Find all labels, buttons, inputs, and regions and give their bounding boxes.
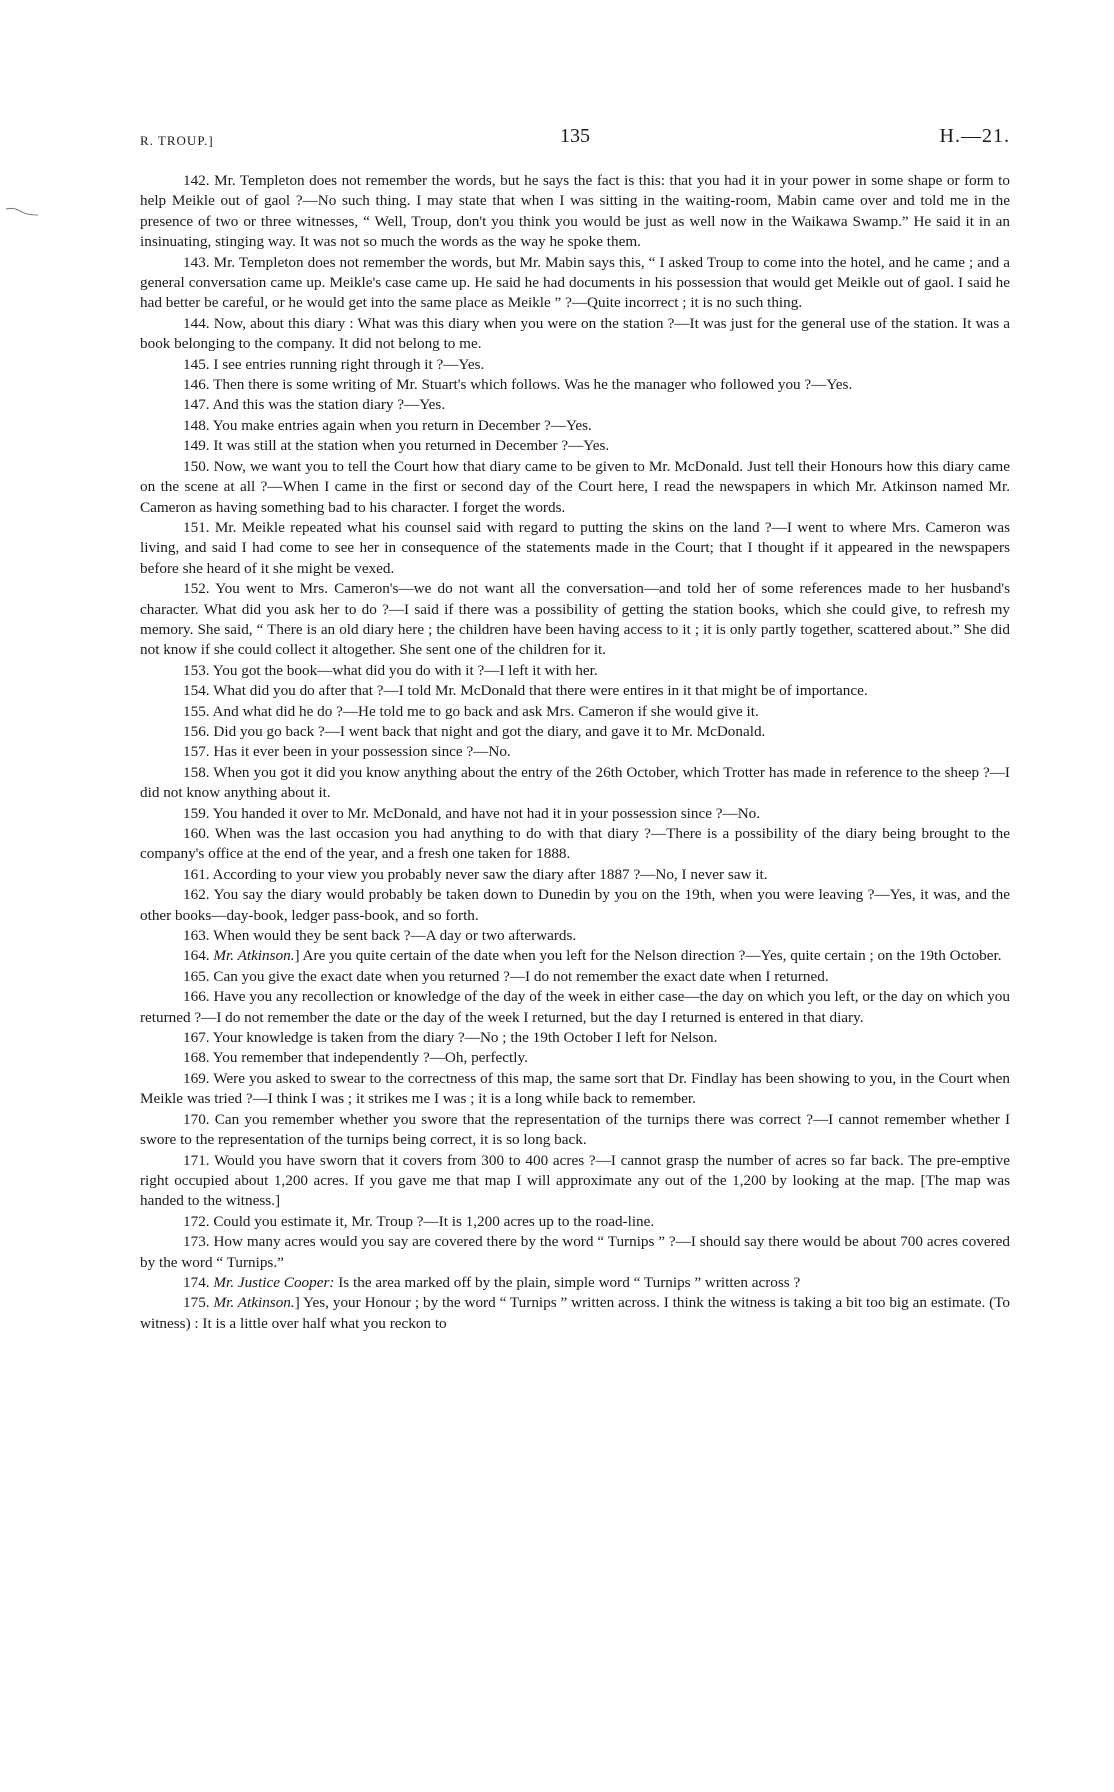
testimony-paragraph — [140, 395, 1010, 415]
paragraph-text: 164. — [183, 947, 214, 965]
testimony-paragraph — [140, 946, 1010, 966]
paragraph-text: 173. How many acres would you say are covered there by the word “ Turnips ” ?—I should say there would be about 700 acres covered by the word “ Turnips.” — [140, 1233, 1010, 1271]
document-body — [140, 171, 1010, 1334]
testimony-paragraph — [140, 1028, 1010, 1048]
testimony-paragraph — [140, 926, 1010, 946]
testimony-paragraph — [140, 824, 1010, 865]
testimony-paragraph — [140, 171, 1010, 253]
page-number: 135 — [560, 125, 590, 147]
testimony-paragraph — [140, 1232, 1010, 1273]
paragraph-text: 145. I see entries running right through it ?—Yes. — [183, 355, 485, 373]
paragraph-text: 168. You remember that independently ?—Oh, perfectly. — [183, 1049, 528, 1067]
paragraph-text: 149. It was still at the station when you returned in December ?—Yes. — [183, 437, 610, 455]
testimony-paragraph — [140, 1048, 1010, 1068]
paragraph-text: 172. Could you estimate it, Mr. Troup ?—It is 1,200 acres up to the road-line. — [183, 1212, 655, 1230]
paragraph-text: 158. When you got it did you know anything about the entry of the 26th October, which Trotter has made in reference to the sheep ?—I did not know anything about it. — [140, 763, 1010, 802]
paragraph-text: 162. You say the diary would probably be taken down to Dunedin by you on the 19th, when you were leaving ?—Yes, it was, and the other books—day-book, ledger pass-book, and so forth. — [140, 886, 1010, 924]
paragraph-text: 167. Your knowledge is taken from the diary ?—No ; the 19th October I left for Nelson. — [183, 1029, 718, 1047]
document-reference: H.—21. — [939, 125, 1010, 147]
header-witness-name: R. TROUP.] — [140, 133, 214, 148]
testimony-paragraph — [140, 355, 1010, 375]
testimony-paragraph — [140, 865, 1010, 885]
paragraph-text: 142. Mr. Templeton does not remember the words, but he says the fact is this: that you had it in your power in some shape or form to help Meikle out of gaol ?—No such thing. I may state that when I was sitting in the waiting-room, Mabin came over and told me in the presence of two or three witnesses, “ Well, Troup, don't you think you would be just as well now in the Waikawa Swamp.” He said it in an insinuating, stinging way. It was not so much the words as the way he spoke them. — [140, 172, 1010, 251]
paragraph-text: 155. And what did he do ?—He told me to go back and ask Mrs. Cameron if she would give it. — [183, 702, 759, 720]
paragraph-text: 146. Then there is some writing of Mr. Stuart's which follows. Was he the manager who followed you ?—Yes. — [183, 376, 853, 394]
margin-mark — [4, 205, 40, 219]
testimony-paragraph — [140, 681, 1010, 701]
paragraph-text: 175. — [183, 1294, 214, 1312]
testimony-paragraph — [140, 1293, 1010, 1334]
paragraph-text: 165. Can you give the exact date when you returned ?—I do not remember the exact date when I returned. — [183, 967, 829, 985]
paragraph-text: 156. Did you go back ?—I went back that night and got the diary, and gave it to Mr. McDonald. — [183, 722, 766, 740]
testimony-paragraph — [140, 518, 1010, 579]
paragraph-text: 169. Were you asked to swear to the correctness of this map, the same sort that Dr. Findlay has been showing to you, in the Court when Meikle was tried ?—I think I was ; it strikes me I was ; it is a long while back to remember. — [140, 1069, 1010, 1108]
testimony-paragraph — [140, 763, 1010, 804]
testimony-paragraph — [140, 804, 1010, 824]
testimony-paragraph — [140, 314, 1010, 355]
paragraph-text: Is the area marked off by the plain, simple word “ Turnips ” written across ? — [334, 1273, 801, 1291]
testimony-paragraph — [140, 661, 1010, 681]
speaker-name: Mr. Atkinson. — [213, 1294, 295, 1312]
paragraph-text: 148. You make entries again when you return in December ?—Yes. — [183, 416, 592, 434]
page-header — [140, 125, 1010, 155]
testimony-paragraph — [140, 1069, 1010, 1110]
speaker-name: Mr. Justice Cooper: — [213, 1273, 335, 1291]
paragraph-text: 159. You handed it over to Mr. McDonald, and have not had it in your possession since ?—No. — [183, 804, 761, 822]
speaker-name: Mr. Atkinson. — [213, 947, 295, 965]
testimony-paragraph — [140, 1151, 1010, 1212]
testimony-paragraph — [140, 702, 1010, 722]
paragraph-text: 151. Mr. Meikle repeated what his counsel said with regard to putting the skins on the land ?—I went to where Mrs. Cameron was living, and said I had come to see her in consequence of the statements made in the Court; that I thought if it appeared in the newspapers before she heard of it she might be vexed. — [140, 518, 1010, 577]
testimony-paragraph — [140, 436, 1010, 456]
testimony-paragraph — [140, 457, 1010, 518]
testimony-paragraph — [140, 987, 1010, 1028]
testimony-paragraph — [140, 742, 1010, 762]
testimony-paragraph — [140, 885, 1010, 926]
testimony-paragraph — [140, 967, 1010, 987]
paragraph-text: 166. Have you any recollection or knowledge of the day of the week in either case—the day on which you left, or the day on which you returned ?—I do not remember the date or the day of the week I returned, but the day I returned is entered in that diary. — [140, 988, 1010, 1026]
paragraph-text: 170. Can you remember whether you swore that the representation of the turnips there was correct ?—I cannot remember whether I swore to the representation of the turnips being correct, it is so long back. — [140, 1110, 1010, 1149]
paragraph-text: ] Yes, your Honour ; by the word “ Turnips ” written across. I think the witness is taking a bit too big an estimate. (To witness) : It is a little over half what you reckon to — [140, 1294, 1010, 1332]
testimony-paragraph — [140, 253, 1010, 314]
testimony-paragraph — [140, 1212, 1010, 1232]
paragraph-text: 154. What did you do after that ?—I told Mr. McDonald that there were entires in it that might be of importance. — [183, 682, 868, 700]
testimony-paragraph — [140, 416, 1010, 436]
paragraph-text: 174. — [183, 1273, 214, 1291]
paragraph-text: 147. And this was the station diary ?—Yes. — [183, 396, 446, 414]
paragraph-text: 160. When was the last occasion you had anything to do with that diary ?—There is a possibility of the diary being brought to the company's office at the end of the year, and a fresh one taken for 1888. — [140, 825, 1010, 863]
paragraph-text: 153. You got the book—what did you do with it ?—I left it with her. — [183, 661, 598, 679]
paragraph-text: 152. You went to Mrs. Cameron's—we do not want all the conversation—and told her of some references made to her husband's character. What did you ask her to do ?—I said if there was a possibility of getting the station books, which she could give, to refresh my memory. She said, “ There is an old diary here ; the children have been having access to it ; it is only partly together, scattered about.” She did not know if she could collect it altogether. She sent one of the children for it. — [140, 580, 1010, 659]
paragraph-text: 161. According to your view you probably never saw the diary after 1887 ?—No, I never saw it. — [183, 865, 768, 883]
paragraph-text: 171. Would you have sworn that it covers from 300 to 400 acres ?—I cannot grasp the number of acres so far back. The pre-emptive right occupied about 1,200 acres. If you gave me that map I will approximate any out of the 1,200 by looking at the map. [The map was handed to the witness.] — [140, 1151, 1010, 1210]
paragraph-text: ] Are you quite certain of the date when you left for the Nelson direction ?—Yes, quite certain ; on the 19th October. — [294, 947, 1002, 965]
testimony-paragraph — [140, 1273, 1010, 1293]
paragraph-text: 143. Mr. Templeton does not remember the words, but Mr. Mabin says this, “ I asked Troup to come into the hotel, and he came ; and a general conversation came up. Meikle's case came up. He said he had documents in his possession that would get Meikle out of gaol. I said he had better be careful, or he would get into the same place as Meikle ” ?—Quite incorrect ; it is no such thing. — [140, 253, 1010, 312]
testimony-paragraph — [140, 722, 1010, 742]
testimony-paragraph — [140, 375, 1010, 395]
paragraph-text: 163. When would they be sent back ?—A day or two afterwards. — [183, 927, 577, 945]
paragraph-text: 150. Now, we want you to tell the Court how that diary came to be given to Mr. McDonald. Just tell their Honours how this diary came on the scene at all ?—When I came in the first or second day of the Court here, I read the newspapers in which Mr. Atkinson named Mr. Cameron as having something bad to his character. I forget the words. — [140, 457, 1010, 516]
paragraph-text: 157. Has it ever been in your possession since ?—No. — [183, 743, 511, 761]
testimony-paragraph — [140, 1110, 1010, 1151]
testimony-paragraph — [140, 579, 1010, 661]
paragraph-text: 144. Now, about this diary : What was this diary when you were on the station ?—It was just for the general use of the station. It was a book belonging to the company. It did not belong to me. — [140, 314, 1010, 353]
